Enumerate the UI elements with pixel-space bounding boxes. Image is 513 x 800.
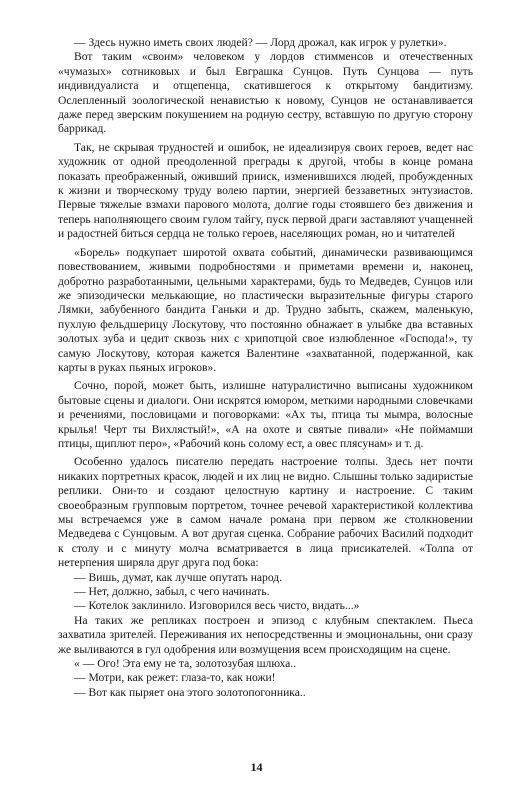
paragraph: Вот таким «своим» человеком у лордов стимменсов и отечественных «чумазых» сотниковых и был Евграшка Сунцов. Путь Сунцова — путь индивидуалиста и отщепенца, скатившегося к открытому бандитизму. Ослепленный зоологической ненавистью к новому, Сунцов не останавливается даже перед зверским покушением на родную сестру, вставшую по другую сторону баррикад.: [58, 50, 473, 136]
dialogue-line: — Мотри, как режет: глаза-то, как ножи!: [74, 671, 276, 685]
dialogue-line: — Котелок заклинило. Изговорился весь чисто, видать...»: [74, 599, 360, 613]
paragraph: Так, не скрывая трудностей и ошибок, не идеализируя своих героев, ведет нас художник от одной преодоленной преграды к другой, чтобы в конце романа показать преображенный, оживший прииск, изменившихся людей, пробужденных к жизни и творческому труду волею партии, энергией беззаветных энтузиастов. Первые тяжелые взмахи парового молота, долгие годы стоявшего без движения и теперь наполняющего своим гулом тайгу, пуск первой драги заставляют учащенней и радостней биться сердца не только героев, населяющих роман, но и читателей: [58, 140, 473, 241]
dialogue-line: « — Ого! Эта ему не та, золотозубая шлюха..: [74, 657, 297, 671]
paragraph: Особенно удалось писателю передать настроение толпы. Здесь нет почти никаких портретных красок, людей и их лиц не видно. Слышны только задиристые реплики. Они-то и создают целостную картину и настроение. С таким своеобразным групповым портретом, точнее речевой характеристикой коллектива мы встречаемся уже в самом начале романа при первом же столкновении Медведева с Сунцовым. А вот другая сценка. Собрание рабочих Василий подходит к столу и с минуту молча всматривается в лица присикателей. «Толпа от нетерпения ширяла друг друга под бока:: [58, 455, 473, 570]
paragraph: На таких же репликах построен и эпизод с клубным спектаклем. Пьеса захватила зрителей. Переживания их непосредственны и эмоциональны, они сразу же выливаются в гул одобрения или возмущения всем происходящим на сцене.: [58, 613, 473, 656]
dialogue-line: — Нет, должно, забыл, с чего начинать.: [74, 585, 270, 599]
paragraph: Сочно, порой, может быть, излишне натуралистично выписаны художником бытовые сцены и диалоги. Они искрятся юмором, меткими народными словечками и речениями, пословицами и поговорками: «Ах ты, птица ты мымра, волосные крылья! Черт ты Вихлястый!», «А на охоте и святые пивали» «Не поймамши птицы, щиплют перо», «Рабочий конь солому ест, а овес плясунам» и т. д.: [58, 379, 473, 450]
dialogue-line: — Вишь, думат, как лучше опутать народ.: [74, 570, 283, 584]
dialogue-line: — Вот как пыряет она этого золотопогонника..: [74, 685, 306, 699]
body-text: [58, 36, 473, 700]
paragraph: «Борель» подкупает широтой охвата событий, динамически развивающимся повествованием, живыми подробностями и приметами времени и, наконец, добротно разработанными, цельными характерами, будь то Медведев, Сунцов или же эпизодически мелькающие, но пластически выразительные фигуры старого Лямки, забубенного бандита Ганьки и др. Трудно забыть, скажем, маленькую, пухлую фельдшерицу Лоскутову, что постоянно обнажает в улыбке два вставных золотых зуба и цедит сквозь них с хрипотцой свое излюбленное «Господа!», ту самую Лоскутову, которая кажется Валентине «захватанной, подержанной, как карты в руках пьяных игроков».: [58, 245, 473, 374]
page-number: 14: [250, 760, 263, 774]
paragraph: — Здесь нужно иметь своих людей? — Лорд дрожал, как игрок у рулетки».: [74, 36, 447, 49]
